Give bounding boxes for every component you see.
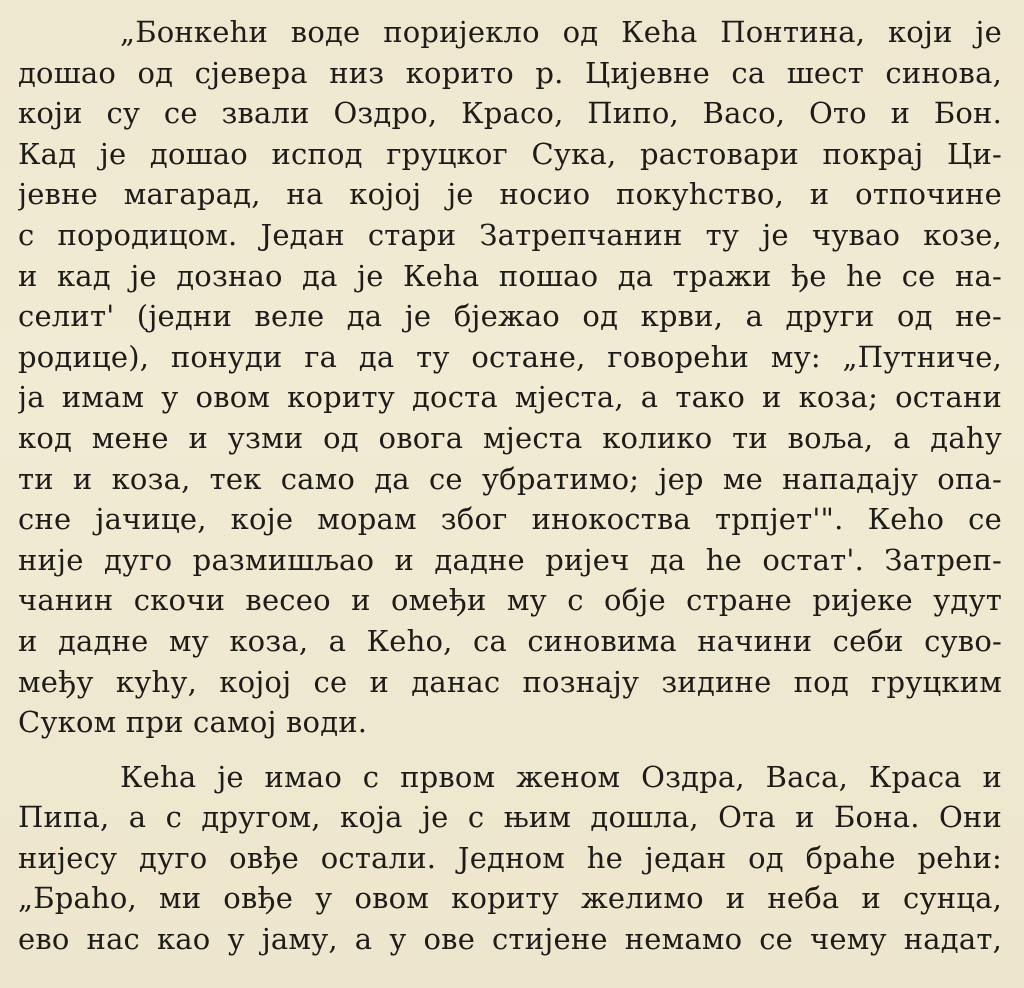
text-line: селит' (једни веле да је бјежао од крви, а други од не- [18, 299, 1002, 334]
text-line: ја имам у овом кориту доста мјеста, а тако и коза; остани [18, 380, 1002, 415]
text-line: међу куhу, којој се и данас познају зидине под груцким [18, 664, 1002, 699]
paragraph-spacer [18, 743, 1002, 757]
text-line: чанин скочи весео и омеђи му с обје стране ријеке удут [18, 583, 1002, 618]
text-line: и кад је дознао да је Кеhа пошао да тражи ђе hе се на- [18, 258, 1002, 293]
text-line: није дуго размишљао и дадне ријеч да hе остат'. Затреп- [18, 542, 1002, 577]
text-line: ти и коза, тек само да се убратимо; јер ме нападају опа- [18, 461, 1002, 496]
text-line: Суком при самој води. [18, 705, 368, 740]
page-text [18, 12, 1002, 960]
text-line: „Браhо, ми овђе у овом кориту желимо и неба и сунца, [18, 881, 1002, 916]
text-line: Кад је дошао испод груцког Сука, растовари покрај Ци- [18, 136, 1002, 171]
text-line: Пипа, а с другом, која је с њим дошла, Ота и Бона. Они [18, 800, 1002, 835]
text-line: „Бонкеhи воде поријекло од Кеhа Понтина, који је [120, 15, 1002, 49]
text-line: који су се звали Оздро, Красо, Пипо, Васо, Ото и Бон. [18, 96, 1002, 131]
text-line: Кеhа је имао с првом женом Оздра, Васа, Краса и [120, 759, 1002, 794]
paragraph-2 [18, 757, 1002, 960]
text-line: с породицом. Један стари Затрепчанин ту је чувао козе, [18, 217, 1002, 252]
text-line: дошао од сјевера низ корито р. Цијевне са шест синова, [18, 55, 1002, 90]
text-line: нијесу дуго овђе остали. Једном hе један од браhе реhи: [18, 840, 1002, 875]
text-line: и дадне му коза, а Кеhо, са синовима начини себи сувo- [18, 623, 1002, 658]
text-line: код мене и узми од овога мјеста колико ти воља, а даhу [18, 420, 1002, 455]
paragraph-1 [18, 12, 1002, 743]
text-line: сне јачице, које морам због инокоства трпјет'". Кеhо се [18, 502, 1002, 537]
text-line: јевне магарад, на којој је носио покуhство, и отпочине [18, 177, 1002, 212]
text-line: родице), понуди га да ту остане, говореhи му: „Путниче, [18, 339, 1002, 374]
text-line: ево нас као у јаму, а у ове стијене немамо се чему надат, [18, 922, 1002, 957]
